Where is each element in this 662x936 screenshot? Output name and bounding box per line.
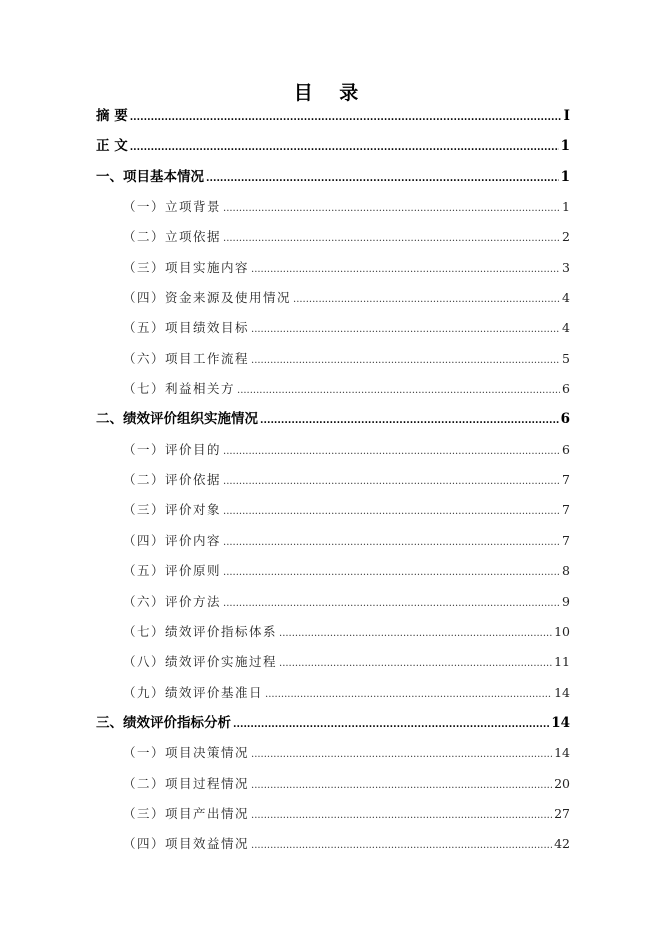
toc-entry-title: （四）评价内容 xyxy=(123,532,222,548)
dot-leader xyxy=(251,346,560,376)
toc-entry-title: 一、项目基本情况 xyxy=(96,168,204,185)
toc-page-number: 9 xyxy=(562,593,570,609)
toc-entry-title: （五）评价原则 xyxy=(123,563,222,579)
dot-leader xyxy=(223,467,560,497)
toc-entry-section[interactable] xyxy=(96,617,570,647)
dot-leader xyxy=(279,619,552,649)
toc-entry-section[interactable] xyxy=(96,526,570,556)
toc-entry-title: （一）项目决策情况 xyxy=(123,745,250,761)
dot-leader xyxy=(251,801,552,831)
toc-page-number: 10 xyxy=(554,623,570,639)
toc-entry-section[interactable] xyxy=(96,647,570,677)
dot-leader xyxy=(251,831,552,861)
toc-page-number: 4 xyxy=(562,320,570,336)
toc-entry-section[interactable] xyxy=(96,738,570,768)
dot-leader xyxy=(223,497,560,527)
toc-page-number: I xyxy=(563,108,570,124)
toc-entry-chapter[interactable] xyxy=(96,131,570,161)
toc-entry-section[interactable] xyxy=(96,283,570,313)
toc-page-number: 6 xyxy=(562,441,570,457)
toc-entry-title: （六）评价方法 xyxy=(123,593,222,609)
toc-page-number: 4 xyxy=(562,290,570,306)
toc-entry-section[interactable] xyxy=(96,374,570,404)
toc-entry-title: 正 文 xyxy=(96,138,128,155)
toc-entry-title: （七）绩效评价指标体系 xyxy=(123,623,278,639)
toc-page-number: 11 xyxy=(554,654,570,670)
dot-leader xyxy=(251,255,560,285)
dot-leader xyxy=(130,103,562,133)
toc-page-number: 6 xyxy=(560,411,570,428)
toc-entry-title: （五）项目绩效目标 xyxy=(123,320,250,336)
toc-entry-section[interactable] xyxy=(96,829,570,859)
dot-leader xyxy=(237,376,560,406)
toc-entry-chapter[interactable] xyxy=(96,708,570,738)
toc-page-number: 7 xyxy=(562,472,570,488)
toc-page-number: 1 xyxy=(560,168,570,185)
toc-entry-section[interactable] xyxy=(96,465,570,495)
toc-page-number: 14 xyxy=(551,714,570,731)
toc-entry-title: （二）立项依据 xyxy=(123,229,222,245)
dot-leader xyxy=(279,649,552,679)
toc-entry-chapter[interactable] xyxy=(96,404,570,434)
toc-page-number: 1 xyxy=(560,138,570,155)
dot-leader xyxy=(223,528,560,558)
toc-entry-section[interactable] xyxy=(96,192,570,222)
toc-page-number: 7 xyxy=(562,502,570,518)
dot-leader xyxy=(223,589,560,619)
toc-entry-section[interactable] xyxy=(96,495,570,525)
toc-entry-title: （一）评价目的 xyxy=(123,441,222,457)
dot-leader xyxy=(233,710,549,740)
toc-entry-title: 三、绩效评价指标分析 xyxy=(96,714,231,731)
toc-entry-section[interactable] xyxy=(96,678,570,708)
toc-entry-title: （九）绩效评价基准日 xyxy=(123,684,264,700)
dot-leader xyxy=(223,224,560,254)
toc-entry-section[interactable] xyxy=(96,222,570,252)
toc-entry-title: （三）评价对象 xyxy=(123,502,222,518)
toc-entry-title: （三）项目实施内容 xyxy=(123,259,250,275)
dot-leader xyxy=(251,740,552,770)
toc-page-number: 2 xyxy=(562,229,570,245)
toc-entry-title: 二、绩效评价组织实施情况 xyxy=(96,411,258,428)
dot-leader xyxy=(260,406,559,436)
toc-entry-title: 摘 要 xyxy=(96,108,128,124)
dot-leader xyxy=(223,558,560,588)
toc-entry-title: （六）项目工作流程 xyxy=(123,350,250,366)
toc-page-number: 20 xyxy=(554,775,570,791)
toc-page-number: 1 xyxy=(562,199,570,215)
toc-entry-title: （一）立项背景 xyxy=(123,199,222,215)
toc-entry-title: （八）绩效评价实施过程 xyxy=(123,654,278,670)
toc-entry-section[interactable] xyxy=(96,556,570,586)
dot-leader xyxy=(251,771,552,801)
toc-entry-chapter[interactable] xyxy=(96,101,570,131)
dot-leader xyxy=(130,133,559,163)
toc-entry-section[interactable] xyxy=(96,769,570,799)
toc-page-number: 3 xyxy=(562,259,570,275)
toc-page-number: 5 xyxy=(562,350,570,366)
toc-title: 目 录 xyxy=(293,82,369,104)
toc-entry-section[interactable] xyxy=(96,253,570,283)
toc-entry-section[interactable] xyxy=(96,435,570,465)
toc-entry-chapter[interactable] xyxy=(96,162,570,192)
toc-entry-title: （四）项目效益情况 xyxy=(123,836,250,852)
dot-leader xyxy=(206,164,559,194)
dot-leader xyxy=(223,194,560,224)
toc-entry-title: （七）利益相关方 xyxy=(123,381,236,397)
toc-entry-title: （二）项目过程情况 xyxy=(123,775,250,791)
dot-leader xyxy=(293,285,560,315)
dot-leader xyxy=(265,680,552,710)
toc-entry-section[interactable] xyxy=(96,313,570,343)
toc-page-number: 42 xyxy=(554,836,570,852)
toc-page-number: 14 xyxy=(554,745,570,761)
toc-page-number: 27 xyxy=(554,805,570,821)
toc-entry-title: （二）评价依据 xyxy=(123,472,222,488)
toc-entry-section[interactable] xyxy=(96,587,570,617)
toc-list xyxy=(96,101,570,860)
toc-entry-title: （三）项目产出情况 xyxy=(123,805,250,821)
dot-leader xyxy=(251,315,560,345)
toc-page-number: 8 xyxy=(562,563,570,579)
toc-entry-title: （四）资金来源及使用情况 xyxy=(123,290,292,306)
toc-page-number: 14 xyxy=(554,684,570,700)
toc-page-number: 6 xyxy=(562,381,570,397)
dot-leader xyxy=(223,437,560,467)
toc-page-number: 7 xyxy=(562,532,570,548)
toc-entry-section[interactable] xyxy=(96,799,570,829)
toc-entry-section[interactable] xyxy=(96,344,570,374)
